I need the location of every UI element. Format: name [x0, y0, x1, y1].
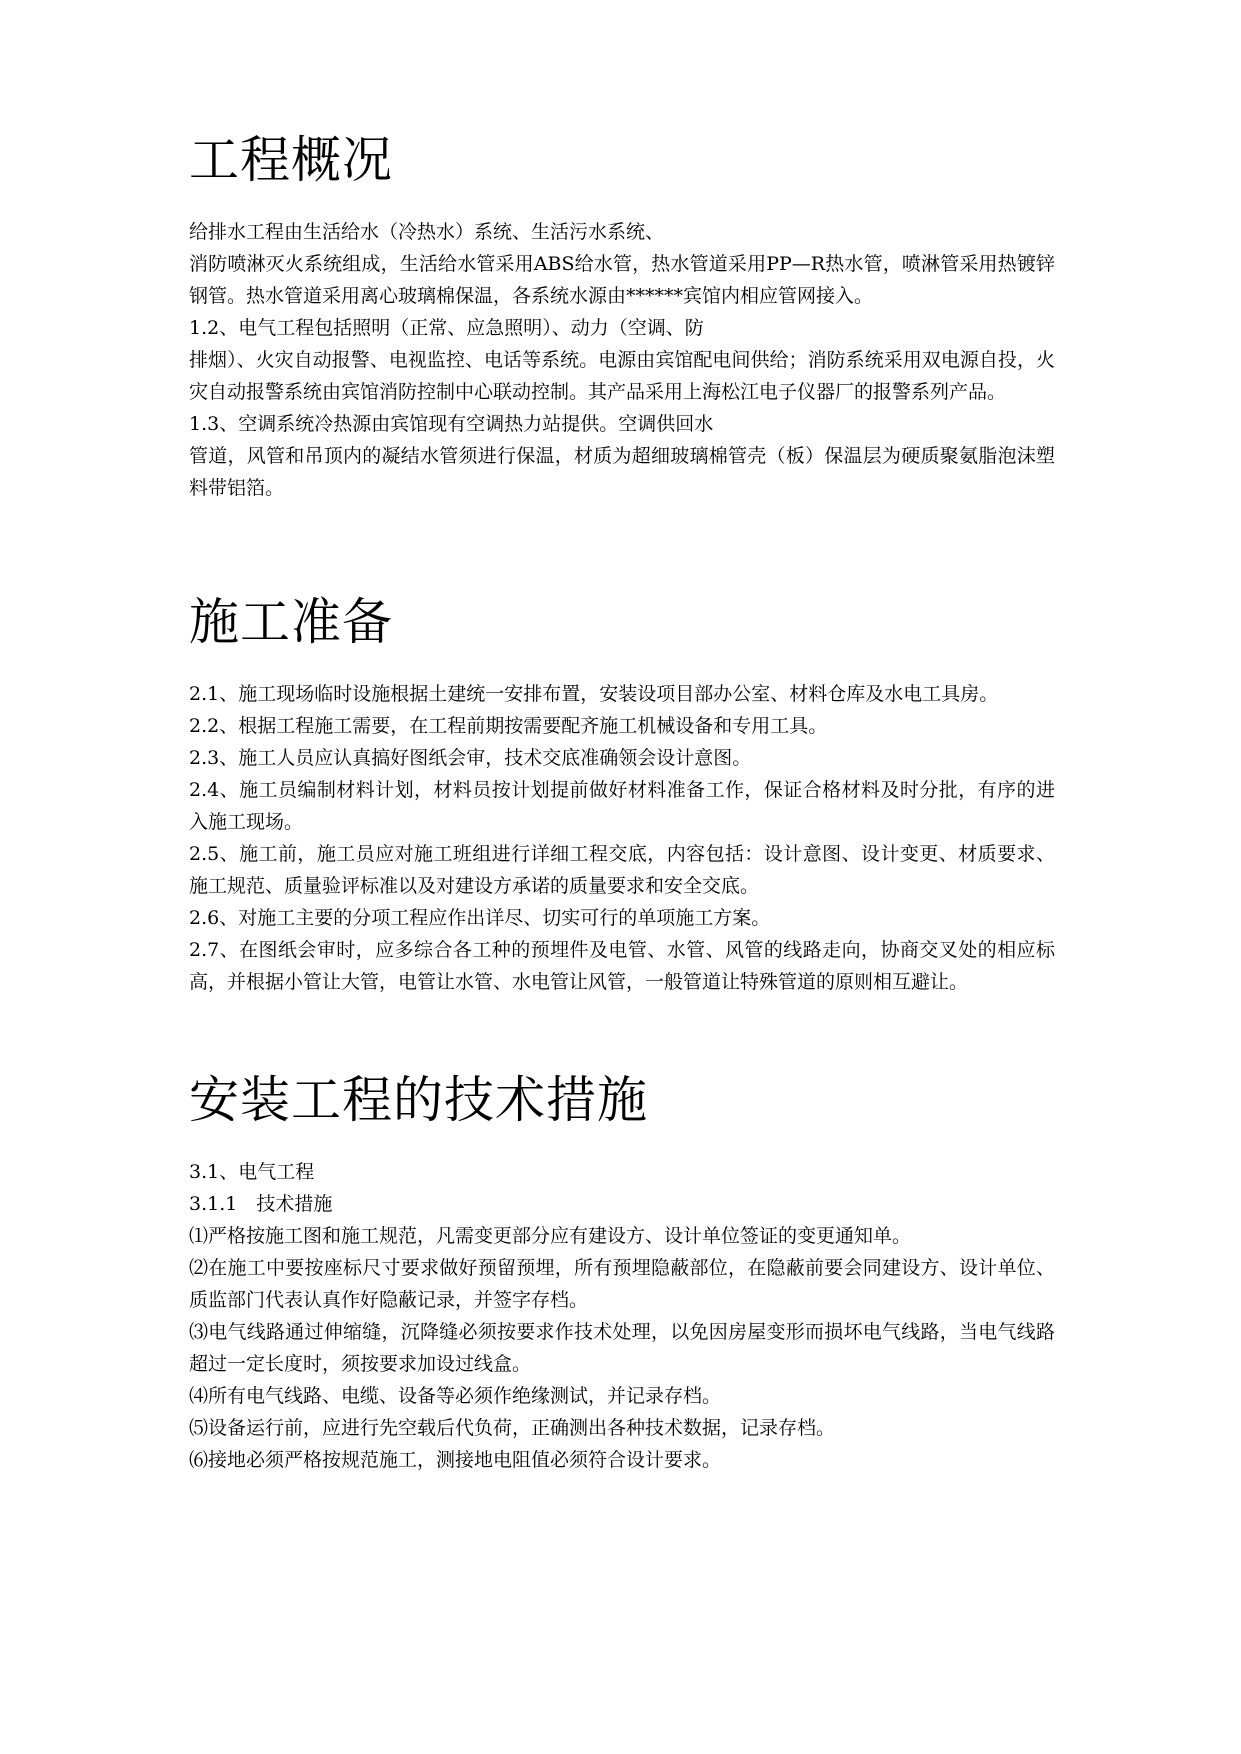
paragraph: 2.5、施工前，施工员应对施工班组进行详细工程交底，内容包括：设计意图、设计变更、材质要求、施工规范、质量验评标准以及对建设方承诺的质量要求和安全交底。: [189, 843, 1055, 897]
paragraph: ⑴严格按施工图和施工规范，凡需变更部分应有建设方、设计单位签证的变更通知单。: [189, 1225, 912, 1247]
paragraph: ⑹接地必须严格按规范施工，测接地电阻值必须符合设计要求。: [189, 1449, 722, 1471]
paragraph: 2.2、根据工程施工需要，在工程前期按需要配齐施工机械设备和专用工具。: [189, 715, 828, 737]
paragraph: 2.7、在图纸会审时，应多综合各工种的预埋件及电管、水管、风管的线路走向，协商交叉处的相应标高，并根据小管让大管，电管让水管、水电管让风管，一般管道让特殊管道的原则相互避让。: [189, 939, 1055, 993]
paragraph: ⑸设备运行前，应进行先空载后代负荷，正确测出各种技术数据，记录存档。: [189, 1417, 836, 1439]
paragraph: ⑵在施工中要按座标尺寸要求做好预留预埋，所有预埋隐蔽部位，在隐蔽前要会同建设方、设计单位、质监部门代表认真作好隐蔽记录，并签字存档。: [189, 1257, 1055, 1311]
paragraph: 1.3、空调系统冷热源由宾馆现有空调热力站提供。空调供回水: [189, 413, 714, 435]
paragraph: 1.2、电气工程包括照明（正常、应急照明）、动力（空调、防: [189, 317, 704, 339]
section-preparation: [189, 580, 1055, 998]
paragraph: 3.1.1 技术措施: [189, 1193, 333, 1215]
paragraph: ⑶电气线路通过伸缩缝，沉降缝必须按要求作技术处理，以免因房屋变形而损坏电气线路，当电气线路超过一定长度时，须按要求加设过线盒。: [189, 1321, 1055, 1375]
paragraph: 2.4、施工员编制材料计划，材料员按计划提前做好材料准备工作，保证合格材料及时分批，有序的进入施工现场。: [189, 779, 1055, 833]
paragraph: 2.6、对施工主要的分项工程应作出详尽、切实可行的单项施工方案。: [189, 907, 771, 929]
paragraph: 2.3、施工人员应认真搞好图纸会审，技术交底准确领会设计意图。: [189, 747, 752, 769]
paragraph: 3.1、电气工程: [189, 1161, 315, 1183]
paragraph: 管道，风管和吊顶内的凝结水管须进行保温，材质为超细玻璃棉管壳（板）保温层为硬质聚氨脂泡沫塑料带铝箔。: [189, 445, 1055, 499]
section-overview: [189, 118, 1055, 504]
paragraph: 2.1、施工现场临时设施根据土建统一安排布置，安装设项目部办公室、材料仓库及水电工具房。: [189, 683, 999, 705]
paragraph: 排烟）、火灾自动报警、电视监控、电话等系统。电源由宾馆配电间供给；消防系统采用双电源自投，火灾自动报警系统由宾馆消防控制中心联动控制。其产品采用上海松江电子仪器厂的报警系列产品。: [189, 349, 1055, 403]
section-heading: 工程概况: [189, 131, 393, 189]
section-spacer: [189, 998, 1055, 1058]
section-heading: 安装工程的技术措施: [189, 1071, 648, 1129]
paragraph: 给排水工程由生活给水（冷热水）系统、生活污水系统、: [189, 221, 665, 243]
section-technical-measures: [189, 1058, 1055, 1476]
section-spacer: [189, 504, 1055, 580]
section-heading: 施工准备: [189, 593, 393, 651]
paragraph: ⑷所有电气线路、电缆、设备等必须作绝缘测试，并记录存档。: [189, 1385, 722, 1407]
paragraph: 消防喷淋灭火系统组成，生活给水管采用ABS给水管，热水管道采用PP—R热水管，喷淋管采用热镀锌钢管。热水管道采用离心玻璃棉保温，各系统水源由******宾馆内相应管网接入。: [189, 253, 1055, 307]
